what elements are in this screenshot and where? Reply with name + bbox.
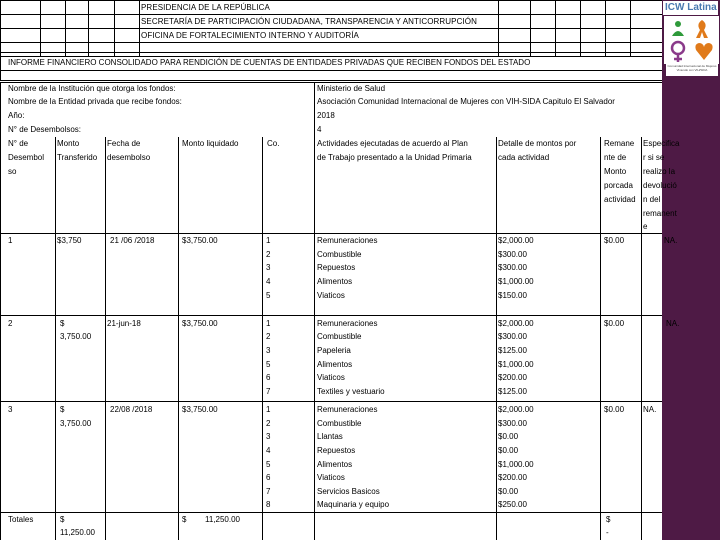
icw-symbols-icon bbox=[664, 16, 719, 64]
totals-liquidado-symbol: $ bbox=[182, 515, 187, 524]
info-value: Asociación Comunidad Internacional de Mujeres con VIH-SIDA Capitulo El Salvador bbox=[317, 97, 615, 106]
grid-line bbox=[530, 0, 531, 56]
item-monto: $1,000.00 bbox=[498, 360, 534, 369]
item-monto: $2,000.00 bbox=[498, 319, 534, 328]
grid-line bbox=[0, 0, 662, 1]
col-header-actividades: de Trabajo presentado a la Unidad Primaria bbox=[317, 153, 472, 162]
disb-remanente: $0.00 bbox=[604, 236, 625, 245]
col-header-especifica: devolució bbox=[643, 181, 677, 190]
disb-fecha: 22/08 /2018 bbox=[110, 405, 153, 414]
col-header-remanente: porcada bbox=[604, 181, 633, 190]
icw-logo-text: ICW Latina bbox=[665, 2, 717, 13]
info-value: Ministerio de Salud bbox=[317, 84, 386, 93]
col-header-especifica: r si se bbox=[643, 153, 665, 162]
item-actividad: Repuestos bbox=[317, 263, 356, 272]
disb-fecha: 21-jun-18 bbox=[107, 319, 141, 328]
item-monto: $0.00 bbox=[498, 487, 519, 496]
item-monto: $0.00 bbox=[498, 432, 519, 441]
grid-line bbox=[600, 137, 601, 540]
item-monto: $250.00 bbox=[498, 500, 527, 509]
grid-line bbox=[0, 512, 688, 513]
col-header-monto: Transferido bbox=[57, 153, 98, 162]
col-header-actividades: Actividades ejecutadas de acuerdo al Plan bbox=[317, 139, 468, 148]
header-line-2: SECRETARÍA DE PARTICIPACIÓN CIUDADANA, TRANSPARENCIA Y ANTICORRUPCIÓN bbox=[141, 17, 478, 26]
item-co: 1 bbox=[266, 319, 271, 328]
totals-liquidado: 11,250.00 bbox=[205, 515, 240, 524]
col-header-especifica: realizo la bbox=[643, 167, 676, 176]
grid-line bbox=[0, 14, 662, 15]
item-co: 3 bbox=[266, 346, 271, 355]
grid-line bbox=[105, 137, 106, 540]
item-monto: $2,000.00 bbox=[498, 405, 534, 414]
info-value: 4 bbox=[317, 125, 322, 134]
grid-line bbox=[605, 0, 606, 56]
grid-line bbox=[314, 82, 315, 540]
item-co: 2 bbox=[266, 419, 271, 428]
item-co: 7 bbox=[266, 387, 271, 396]
item-actividad: Viaticos bbox=[317, 473, 345, 482]
grid-line bbox=[262, 137, 263, 540]
disb-remanente: $0.00 bbox=[604, 405, 625, 414]
grid-line bbox=[630, 0, 631, 56]
info-label: Nombre de la Institución que otorga los fondos: bbox=[8, 84, 176, 93]
item-co: 6 bbox=[266, 373, 271, 382]
item-co: 1 bbox=[266, 236, 271, 245]
info-label: Nombre de la Entidad privada que recibe fondos: bbox=[8, 97, 182, 106]
item-co: 4 bbox=[266, 277, 271, 286]
header-line-1: PRESIDENCIA DE LA REPÚBLICA bbox=[141, 3, 270, 12]
item-actividad: Viaticos bbox=[317, 373, 345, 382]
disb-num: 1 bbox=[8, 236, 13, 245]
logo-panel bbox=[662, 0, 720, 540]
disb-monto: $ bbox=[60, 405, 65, 414]
item-co: 3 bbox=[266, 432, 271, 441]
item-monto: $2,000.00 bbox=[498, 236, 534, 245]
col-header-num: Desembol bbox=[8, 153, 45, 162]
grid-line bbox=[0, 82, 1, 540]
info-label: Año: bbox=[8, 111, 25, 120]
col-header-liquidado: Monto liquidado bbox=[182, 139, 239, 148]
item-co: 8 bbox=[266, 500, 271, 509]
disb-liquidado: $3,750.00 bbox=[182, 405, 218, 414]
item-monto: $200.00 bbox=[498, 473, 527, 482]
disb-monto: $3,750 bbox=[57, 236, 82, 245]
disb-num: 3 bbox=[8, 405, 13, 414]
report-title: INFORME FINANCIERO CONSOLIDADO PARA RENDICIÓN DE CUENTAS DE ENTIDADES PRIVADAS QUE RECIBEN FONDOS DEL ESTADO bbox=[8, 58, 531, 67]
item-monto: $1,000.00 bbox=[498, 277, 534, 286]
totals-remanente: - bbox=[606, 528, 609, 537]
disb-especifica: NA. bbox=[666, 319, 680, 328]
item-co: 5 bbox=[266, 460, 271, 469]
disb-liquidado: $3,750.00 bbox=[182, 236, 218, 245]
item-co: 1 bbox=[266, 405, 271, 414]
item-actividad: Maquinaria y equipo bbox=[317, 500, 390, 509]
col-header-remanente: Remane bbox=[604, 139, 635, 148]
item-monto: $300.00 bbox=[498, 250, 527, 259]
item-monto: $150.00 bbox=[498, 291, 527, 300]
disb-remanente: $0.00 bbox=[604, 319, 625, 328]
grid-line bbox=[0, 233, 688, 234]
item-actividad: Papeleria bbox=[317, 346, 351, 355]
disb-monto: $ bbox=[60, 319, 65, 328]
item-actividad: Alimentos bbox=[317, 460, 353, 469]
col-header-detalle: cada actividad bbox=[498, 153, 550, 162]
item-actividad: Remuneraciones bbox=[317, 236, 378, 245]
grid-line bbox=[0, 0, 1, 80]
col-header-remanente: nte de bbox=[604, 153, 627, 162]
col-header-especifica: n del bbox=[643, 195, 661, 204]
grid-line bbox=[178, 137, 179, 540]
grid-line bbox=[40, 0, 41, 56]
grid-line bbox=[55, 137, 56, 540]
item-actividad: Combustible bbox=[317, 419, 362, 428]
disb-fecha: 21 /06 /2018 bbox=[110, 236, 155, 245]
org-caption: Comunidad Internacional de Mujeres Viviendo con VIH/SIDA bbox=[666, 64, 718, 76]
item-actividad: Alimentos bbox=[317, 360, 353, 369]
item-co: 7 bbox=[266, 487, 271, 496]
col-header-especifica: e bbox=[643, 222, 648, 231]
grid-line bbox=[0, 52, 662, 53]
disb-num: 2 bbox=[8, 319, 13, 328]
totals-label: Totales bbox=[8, 515, 34, 524]
grid-line bbox=[555, 0, 556, 56]
col-header-especifica: remanent bbox=[643, 209, 677, 218]
item-actividad: Viaticos bbox=[317, 291, 345, 300]
item-co: 5 bbox=[266, 360, 271, 369]
item-actividad: Repuestos bbox=[317, 446, 356, 455]
totals-remanente: $ bbox=[606, 515, 611, 524]
item-monto: $300.00 bbox=[498, 332, 527, 341]
grid-line bbox=[580, 0, 581, 56]
col-header-remanente: actividad bbox=[604, 195, 636, 204]
totals-monto: 11,250.00 bbox=[60, 528, 95, 537]
item-monto: $300.00 bbox=[498, 263, 527, 272]
grid-line bbox=[0, 28, 662, 29]
item-actividad: Llantas bbox=[317, 432, 343, 441]
item-monto: $0.00 bbox=[498, 446, 519, 455]
col-header-num: N° de bbox=[8, 139, 29, 148]
item-actividad: Textiles y vestuario bbox=[317, 387, 385, 396]
item-co: 3 bbox=[266, 263, 271, 272]
item-co: 2 bbox=[266, 250, 271, 259]
col-header-especifica: Especifica bbox=[643, 139, 680, 148]
col-header-monto: Monto bbox=[57, 139, 80, 148]
disb-monto: 3,750.00 bbox=[60, 332, 92, 341]
item-co: 2 bbox=[266, 332, 271, 341]
item-actividad: Combustible bbox=[317, 332, 362, 341]
item-monto: $200.00 bbox=[498, 373, 527, 382]
disb-liquidado: $3,750.00 bbox=[182, 319, 218, 328]
info-value: 2018 bbox=[317, 111, 335, 120]
col-header-detalle: Detalle de montos por bbox=[498, 139, 577, 148]
grid-line bbox=[114, 0, 115, 56]
grid-line bbox=[0, 70, 662, 71]
icw-logo bbox=[663, 1, 718, 15]
item-actividad: Alimentos bbox=[317, 277, 353, 286]
grid-line bbox=[496, 137, 497, 540]
col-header-fecha: desembolso bbox=[107, 153, 151, 162]
item-monto: $1,000.00 bbox=[498, 460, 534, 469]
grid-line bbox=[139, 0, 140, 56]
totals-monto: $ bbox=[60, 515, 65, 524]
grid-line bbox=[0, 401, 688, 402]
grid-line bbox=[88, 0, 89, 56]
col-header-remanente: Monto bbox=[604, 167, 627, 176]
item-monto: $125.00 bbox=[498, 346, 527, 355]
item-actividad: Remuneraciones bbox=[317, 319, 378, 328]
col-header-co: Co. bbox=[267, 139, 280, 148]
item-monto: $300.00 bbox=[498, 419, 527, 428]
header-line-3: OFICINA DE FORTALECIMIENTO INTERNO Y AUDITORÍA bbox=[141, 31, 359, 40]
disb-especifica: NA. bbox=[643, 405, 657, 414]
info-label: N° de Desembolsos: bbox=[8, 125, 82, 134]
grid-line bbox=[0, 315, 688, 316]
col-header-num: so bbox=[8, 167, 17, 176]
grid-line bbox=[0, 80, 662, 81]
grid-line bbox=[65, 0, 66, 56]
item-actividad: Combustible bbox=[317, 250, 362, 259]
disb-monto: 3,750.00 bbox=[60, 419, 92, 428]
item-co: 4 bbox=[266, 446, 271, 455]
item-actividad: Remuneraciones bbox=[317, 405, 378, 414]
grid-line bbox=[0, 42, 662, 43]
item-monto: $125.00 bbox=[498, 387, 527, 396]
grid-line bbox=[498, 0, 499, 56]
item-actividad: Servicios Basicos bbox=[317, 487, 380, 496]
col-header-fecha: Fecha de bbox=[107, 139, 141, 148]
item-co: 5 bbox=[266, 291, 271, 300]
disb-especifica: NA. bbox=[664, 236, 678, 245]
item-co: 6 bbox=[266, 473, 271, 482]
grid-line bbox=[641, 137, 642, 540]
